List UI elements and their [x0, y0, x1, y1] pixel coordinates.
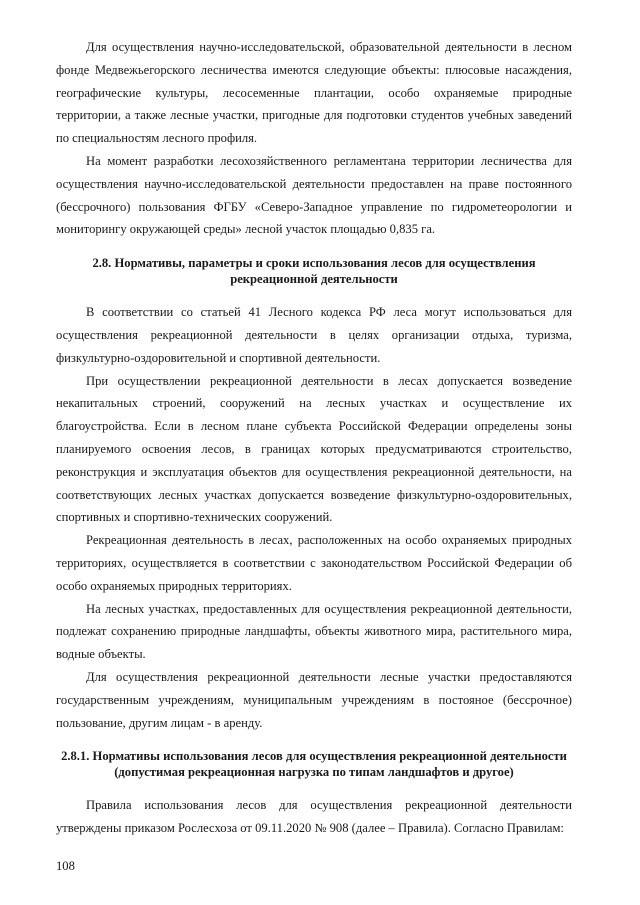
paragraph: Для осуществления рекреационной деятельности лесные участки предоставляются государственным учреждениям, муниципальным учреждениям в постояное (бессрочное) пользование, другим лицам - в аренду. — [56, 669, 572, 730]
paragraph: При осуществлении рекреационной деятельности в лесах допускается возведение некапитальных строений, сооружений на лесных участках и осуществление их благоустройства. Если в лесном плане субъекта Российской Федерации определены зоны планируемого освоения лесов, в границах которых предусматриваются строительство, реконструкция и эксплуатация объектов для осуществления рекреационной деятельности, на соответствующих лесных участках допускается возведение физкультурно-оздоровительных, спортивных и спортивно-технических сооружений. — [56, 373, 572, 525]
paragraph: Правила использования лесов для осуществления рекреационной деятельности утверждены приказом Рослесхоза от 09.11.2020 № 908 (далее – Правила). Согласно Правилам: — [56, 798, 572, 836]
paragraph: В соответствии со статьей 41 Лесного кодекса РФ леса могут использоваться для осуществления рекреационной деятельности в целях организации отдыха, туризма, физкультурно-оздоровительной и спортивной деятельности. — [56, 305, 572, 365]
page-content — [56, 36, 572, 840]
paragraph: Рекреационная деятельность в лесах, расположенных на особо охраняемых природных территориях, осуществляется в соответствии с законодательством Российской Федерации об особо охраняемых природных территориях. — [56, 533, 572, 593]
page-number: 108 — [56, 859, 75, 873]
section-heading-2-8-1: 2.8.1. Нормативы использования лесов для осуществления рекреационной деятельности (допустимая рекреационная нагрузка по типам ландшафтов и другое) — [61, 749, 567, 780]
section-heading-2-8: 2.8. Нормативы, параметры и сроки использования лесов для осуществления рекреационной деятельности — [92, 256, 536, 287]
paragraph: На момент разработки лесохозяйственного регламентана территории лесничества для осуществления научно-исследовательской деятельности предоставлен на праве постоянного (бессрочного) пользования ФГБУ «Северо-Западное управление по гидрометеорологии и мониторингу окружающей среды» лесной участок площадью 0,835 га. — [56, 153, 572, 237]
paragraph: На лесных участках, предоставленных для осуществления рекреационной деятельности, подлежат сохранению природные ландшафты, объекты животного мира, растительного мира, водные объекты. — [56, 601, 572, 662]
paragraph: Для осуществления научно-исследовательской, образовательной деятельности в лесном фонде Медвежьегорского лесничества имеются следующие объекты: плюсовые насаждения, географические культуры, лесосеменные плантации, особо охраняемые природные территории, а также лесные участки, пригодные для подготовки студентов учебных заведений по специальностям лесного профиля. — [56, 40, 572, 146]
